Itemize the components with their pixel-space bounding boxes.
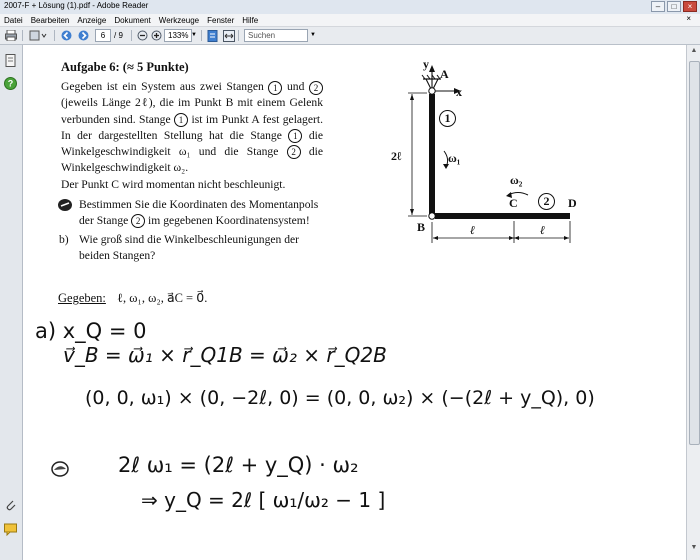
figure-length-l-2: ℓ [540, 223, 546, 237]
next-page-icon[interactable] [76, 29, 90, 42]
scroll-up-icon[interactable]: ▲ [690, 47, 698, 54]
figure-label-x: x [456, 85, 462, 99]
solution-line-3: (0, 0, ω₁) × (0, −2ℓ, 0) = (0, 0, ω₂) × (−(2ℓ + y_Q), 0) [85, 387, 595, 409]
toolbar-separator [54, 30, 55, 41]
print-icon[interactable] [4, 29, 18, 42]
document-page [23, 45, 686, 560]
close-icon[interactable]: × [683, 1, 697, 12]
title-bar [0, 0, 700, 15]
menu-datei[interactable]: Datei [4, 15, 23, 25]
window-title: 2007-F + Lösung (1).pdf - Adobe Reader [4, 1, 149, 10]
question-a-marker-icon [57, 198, 73, 217]
solution-line-5: ⇒ y_Q = 2ℓ [ ω₁/ω₂ − 1 ] [141, 488, 386, 512]
task-title: Aufgabe 6: (≈ 5 Punkte) [61, 60, 189, 74]
vertical-scrollbar[interactable] [686, 45, 700, 560]
task-text [61, 59, 323, 264]
comments-icon[interactable] [4, 523, 17, 536]
zoom-in-icon[interactable] [149, 29, 163, 42]
svg-text:?: ? [7, 78, 14, 89]
help-icon[interactable] [4, 77, 17, 90]
point-c-note: Der Punkt C wird momentan nicht beschleunigt. [61, 178, 286, 192]
rod-2-marker: 2 [309, 81, 323, 95]
rod-2-marker: 2 [131, 214, 145, 228]
menu-anzeige[interactable]: Anzeige [77, 15, 107, 25]
toolbar-separator [22, 30, 23, 41]
navigation-panel [0, 45, 23, 560]
question-b-label: b) [59, 233, 69, 247]
attachments-icon[interactable] [4, 498, 17, 511]
toolbar-separator [131, 30, 132, 41]
menu-fenster[interactable]: Fenster [207, 15, 235, 25]
figure-omega-1: ω₁ [448, 151, 461, 165]
menu-dokument[interactable]: Dokument [114, 15, 151, 25]
solution-line-2: v⃗_B = ω⃗₁ × r⃗_Q1B = ω⃗₂ × r⃗_Q2B [63, 343, 387, 367]
figure-label-a: A [440, 67, 449, 81]
menu-hilfe[interactable]: Hilfe [242, 15, 259, 25]
previous-page-icon[interactable] [59, 29, 73, 42]
question-b: b) Wie groß sind die Winkelbeschleunigungen der beiden Stangen? [59, 233, 300, 263]
search-chevron-icon[interactable]: ▼ [310, 32, 316, 38]
maximize-icon[interactable]: □ [667, 1, 681, 12]
solution-line-4: 2ℓ ω₁ = (2ℓ + y_Q) · ω₂ [118, 453, 359, 477]
scroll-down-icon[interactable]: ▼ [690, 544, 698, 551]
figure-rod-1-marker: 1 [439, 110, 456, 127]
task-intro: Gegeben ist ein System aus zwei Stangen 1 und 2 (jeweils Länge 2ℓ), die im Punkt B mit einem Gelenk verbunden sind. Stange 1 ist im Punkt A fest gelagert. In der dargestellten Stellung hat die Stange 1 die Winkelgeschwindigkeit ω₁ und die Stange 2 die Winkelgeschwindigkeit ω₂. [61, 80, 323, 175]
figure-rod-2-marker: 2 [538, 193, 555, 210]
given-values: ℓ, ω₁, ω₂, a⃗C = 0⃗. [117, 291, 208, 305]
fit-width-icon[interactable] [222, 29, 236, 42]
page-total: / 9 [114, 31, 123, 40]
figure-label-d: D [568, 196, 577, 210]
minimize-icon[interactable]: – [651, 1, 665, 12]
figure-label-y: y [423, 57, 429, 71]
pages-panel-icon[interactable] [4, 54, 17, 67]
rod-1-marker: 1 [174, 113, 188, 127]
figure-length-2l: 2ℓ [391, 149, 402, 163]
search-input[interactable]: Suchen [244, 29, 308, 42]
solution-line-1: a) x_Q = 0 [35, 319, 147, 343]
question-a: Bestimmen Sie die Koordinaten des Momentanpols der Stange 2 im gegebenen Koordinatensystem! [61, 197, 323, 229]
zoom-level-select[interactable]: 133% [164, 29, 192, 42]
chevron-down-icon[interactable]: ▼ [191, 32, 197, 38]
given-label: Gegeben: [58, 291, 106, 305]
close-document-icon[interactable]: × [686, 14, 691, 23]
scrollbar-thumb[interactable] [689, 61, 700, 445]
menu-bar [0, 14, 700, 27]
share-icon[interactable] [28, 29, 48, 42]
toolbar [0, 27, 700, 45]
menu-werkzeuge[interactable]: Werkzeuge [158, 15, 200, 25]
rod-1-marker: 1 [288, 129, 302, 143]
figure-label-b: B [417, 220, 426, 234]
toolbar-separator [238, 30, 239, 41]
zoom-out-icon[interactable] [135, 29, 149, 42]
window-controls [651, 1, 697, 12]
rod-1-marker: 1 [268, 81, 282, 95]
rod-2-marker: 2 [287, 145, 301, 159]
figure-length-l-1: ℓ [470, 223, 476, 237]
mechanism-figure [388, 57, 598, 278]
menu-bearbeiten[interactable]: Bearbeiten [30, 15, 70, 25]
given-line [58, 290, 207, 306]
fit-page-icon[interactable] [205, 29, 219, 42]
toolbar-separator [201, 30, 202, 41]
figure-label-c: C [509, 196, 518, 210]
page-number-input[interactable]: 6 [95, 29, 111, 42]
figure-omega-2: ω₂ [510, 173, 523, 187]
solution-marker-icon [51, 461, 69, 482]
